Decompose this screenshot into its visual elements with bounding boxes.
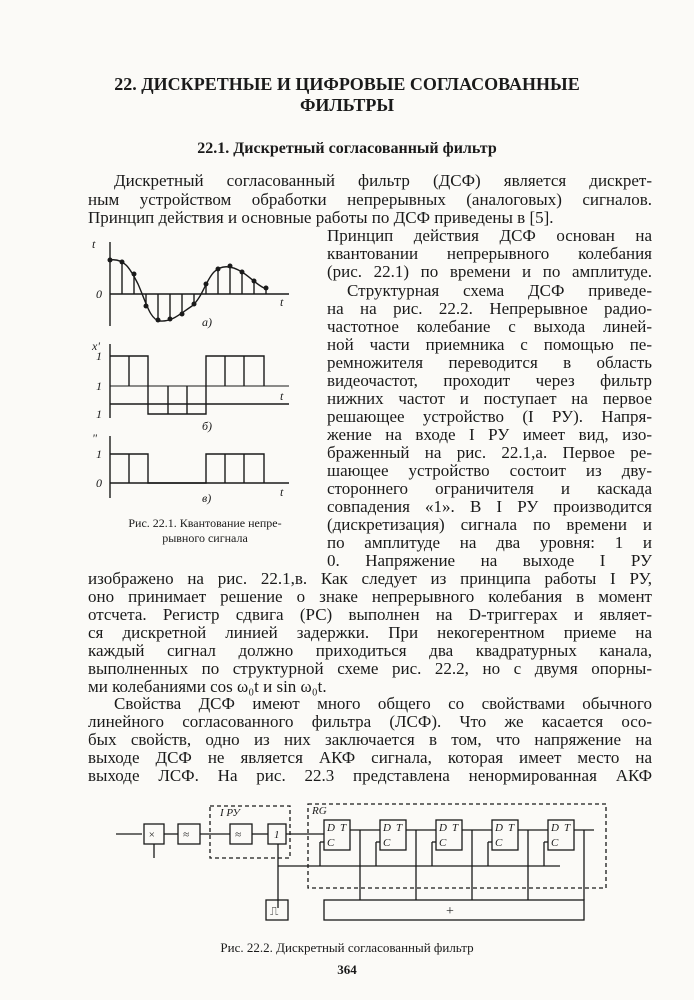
- fig1c-y-label: ": [92, 431, 98, 445]
- adder-label: +: [446, 904, 454, 919]
- fig1a-y-label: t: [92, 237, 96, 251]
- ff-t-label: T: [396, 822, 403, 834]
- text-line: браженный на рис. 22.1,а. Первое ре-: [327, 443, 652, 462]
- ff-t-label: T: [564, 822, 571, 834]
- text-line: Дискретный согласованный фильтр (ДСФ) является дискрет-: [114, 171, 652, 190]
- ff-c-label: C: [551, 837, 559, 849]
- fig1c-one-label: 1: [96, 447, 102, 461]
- figure-22-2: [110, 800, 610, 930]
- fig1c-x-label: t: [280, 485, 284, 499]
- text-line: Принцип действия ДСФ основан на: [327, 226, 652, 245]
- ff-d-label: D: [383, 822, 391, 834]
- caption-line: Рис. 22.1. Квантование непре-: [128, 516, 282, 530]
- coincidence-label: 1: [274, 829, 280, 841]
- text-line: на на рис. 22.2. Непрерывное радио-: [327, 299, 652, 318]
- ff-t-label: T: [340, 822, 347, 834]
- text-line: оно принимает решение о знаке непрерывного колебания в момент: [88, 587, 652, 606]
- text-line: выполненных по структурной схеме рис. 22.2, но с двумя опорны-: [88, 659, 652, 678]
- text-line: ным устройством обработки непрерывных (аналоговых) сигналов.: [88, 190, 652, 209]
- ff-t-label: T: [452, 822, 459, 834]
- ff-c-label: C: [383, 837, 391, 849]
- text-line: совпадения «1». В I РУ производится: [327, 497, 652, 516]
- text-line: стороннего ограничителя и каскада: [327, 479, 652, 498]
- text-line: выходе ЛСФ. На рис. 22.3 представлена ненормированная АКФ: [88, 766, 652, 785]
- text-line: изображено на рис. 22.1,в. Как следует из принципа работы I РУ,: [88, 569, 652, 588]
- caption-line: рывного сигнала: [162, 531, 248, 545]
- text-line: (дискретизация) сигнала по времени и: [327, 515, 652, 534]
- fig1b-low-label: 1: [96, 407, 102, 421]
- shift-register-frame: [308, 804, 606, 888]
- text-line: выходе ДСФ не является АКФ сигнала, которая имеет место на: [88, 748, 652, 767]
- continuous-signal: [110, 260, 264, 321]
- text-line: (рис. 22.1) по времени и по амплитуде.: [327, 262, 652, 281]
- figure-22-1-caption: [88, 516, 322, 546]
- text-line: отсчета. Регистр сдвига (РС) выполнен на D-триггерах и являет-: [88, 605, 652, 624]
- text-line: ми колебаниями cos ω₀t и sin ω₀t.: [88, 677, 327, 696]
- text-line: видеочастот, проходит через фильтр: [327, 371, 652, 390]
- text-line: квантовании непрерывного колебания: [327, 244, 652, 263]
- limiter-label: ≈: [235, 829, 242, 841]
- text-line: ной части приемника с помощью пе-: [327, 335, 652, 354]
- fig1b-y-label: x': [92, 339, 100, 353]
- text-line: бых свойств, одно из них заключается в том, что напряжение на: [88, 730, 652, 749]
- ff-c-label: C: [439, 837, 447, 849]
- fig1b-tag: б): [202, 419, 213, 433]
- ru-label: I РУ: [220, 807, 240, 819]
- chapter-title-line-1: 22. ДИСКРЕТНЫЕ И ЦИФРОВЫЕ СОГЛАСОВАННЫЕ: [114, 74, 580, 94]
- text-line: нижних частот и поступает на первое: [327, 389, 652, 408]
- clock-pulse-icon: ⎍: [270, 904, 279, 918]
- mixer-label: ×: [148, 829, 156, 841]
- chapter-title-line-2: ФИЛЬТРЫ: [299, 95, 395, 115]
- text-line: 0. Напряжение на выходе I РУ: [327, 551, 652, 570]
- text-line: каждый сигнал должно приходиться два квадратурных канала,: [88, 641, 652, 660]
- adder-block: [324, 900, 584, 920]
- text-line: шающее устройство состоит из дву-: [327, 461, 652, 480]
- text-line: Свойства ДСФ имеют много общего со свойствами обычного: [114, 694, 652, 713]
- ff-d-label: D: [495, 822, 503, 834]
- text-line: Принцип действия и основные работы по ДСФ приведены в [5].: [88, 208, 554, 227]
- ff-d-label: D: [551, 822, 559, 834]
- rg-label: RG: [312, 805, 327, 817]
- text-line: по амплитуде на два уровня: 1 и: [327, 533, 652, 552]
- chapter-title: [0, 74, 694, 116]
- page-number: 364: [337, 962, 357, 977]
- figure-22-2-caption: Рис. 22.2. Дискретный согласованный фильтр: [220, 940, 474, 955]
- text-line: линейного согласованного фильтра (ЛСФ). Что же касается осо-: [88, 712, 652, 731]
- fig1c-zero-label: 0: [96, 476, 102, 490]
- ff-d-label: D: [439, 822, 447, 834]
- fig1a-zero-label: 0: [96, 287, 102, 301]
- fig1b-x-label: t: [280, 389, 284, 403]
- ff-d-label: D: [327, 822, 335, 834]
- ff-c-label: C: [495, 837, 503, 849]
- text-line: ремножителя переводится в область: [327, 353, 652, 372]
- text-line: жение на входе I РУ имеет вид, изо-: [327, 425, 652, 444]
- section-title: 22.1. Дискретный согласованный фильтр: [197, 140, 497, 157]
- fig1b-mid-label: 1: [96, 379, 102, 393]
- fig1a-x-label: t: [280, 295, 284, 309]
- fig1b-one-label: 1: [96, 349, 102, 363]
- text-line: частотное колебание с выхода линей-: [327, 317, 652, 336]
- lpf-label: ≈: [183, 829, 190, 841]
- fig1c-tag: в): [202, 491, 212, 505]
- figure-22-1: [84, 236, 324, 516]
- text-line: ся дискретной линией задержки. При некогерентном приеме на: [88, 623, 652, 642]
- ff-t-label: T: [508, 822, 515, 834]
- fig1a-tag: а): [202, 315, 212, 329]
- text-line: Структурная схема ДСФ приведе-: [347, 281, 652, 300]
- ff-c-label: C: [327, 837, 335, 849]
- text-line: решающее устройство (I РУ). Напря-: [327, 407, 652, 426]
- quantized-signal-c: [110, 454, 264, 483]
